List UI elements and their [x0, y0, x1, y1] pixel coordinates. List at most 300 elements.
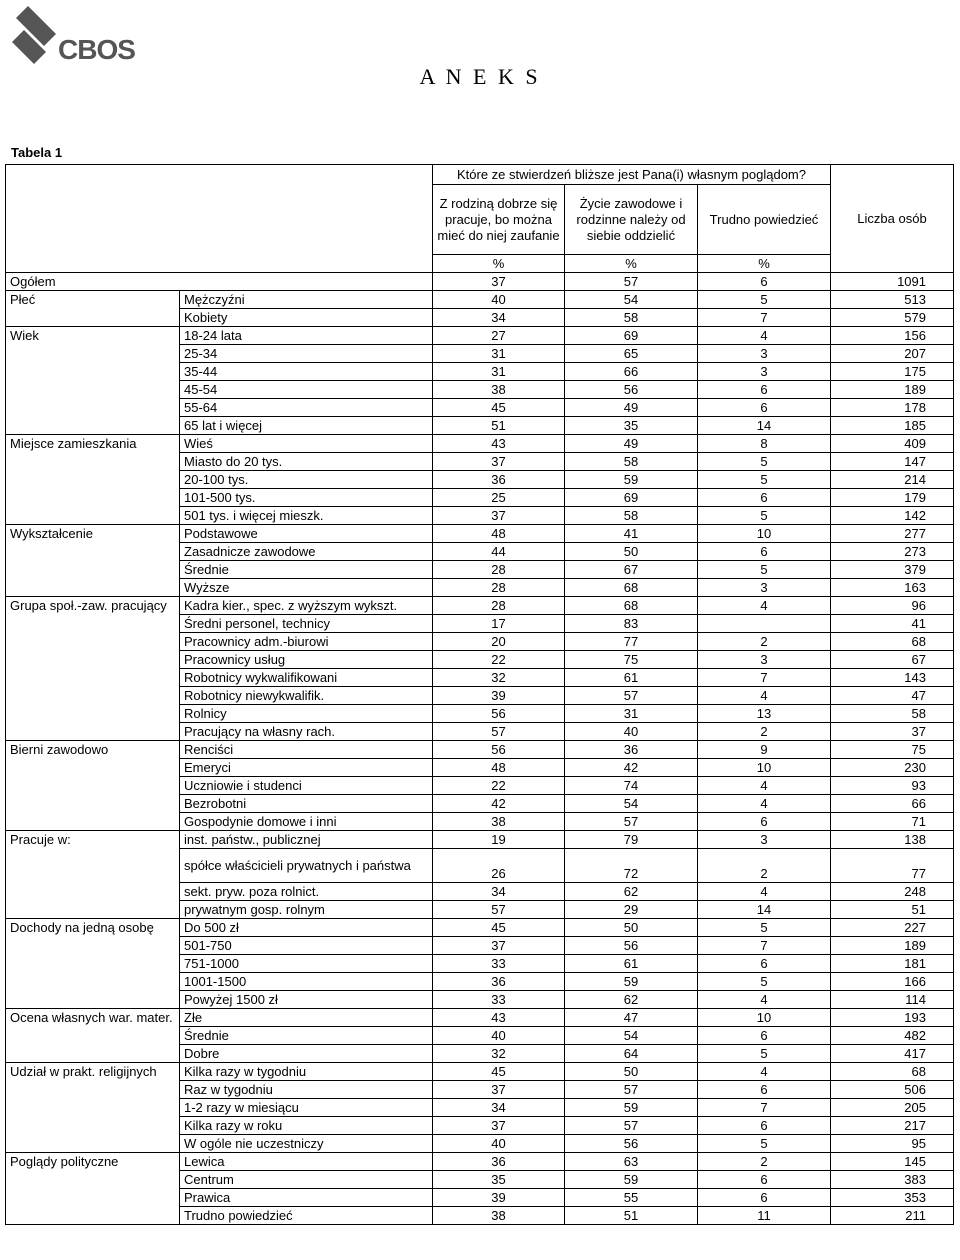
table-row: [6, 1081, 954, 1099]
value-cell: 50: [565, 919, 698, 937]
value-cell: 45: [433, 399, 565, 417]
value-cell: 277: [831, 525, 954, 543]
value-cell: 6: [698, 1027, 831, 1045]
table-row: [6, 273, 954, 291]
group-label-empty: [6, 1135, 180, 1153]
value-cell: 3: [698, 651, 831, 669]
value-cell: 6: [698, 1117, 831, 1135]
value-cell: 7: [698, 1099, 831, 1117]
value-cell: 58: [565, 507, 698, 525]
column-header-trust: Z rodziną dobrze się pracuje, bo można mieć do niej zaufanie: [433, 185, 565, 255]
table-row: [6, 937, 954, 955]
value-cell: 6: [698, 813, 831, 831]
value-cell: 166: [831, 973, 954, 991]
table-row: [6, 291, 954, 309]
table-row: [6, 435, 954, 453]
row-label: Pracujący na własny rach.: [180, 723, 433, 741]
group-label-empty: [6, 615, 180, 633]
group-label-empty: [6, 651, 180, 669]
table-row: [6, 615, 954, 633]
value-cell: 47: [831, 687, 954, 705]
row-label: Trudno powiedzieć: [180, 1207, 433, 1225]
value-cell: 43: [433, 435, 565, 453]
value-cell: 248: [831, 883, 954, 901]
value-cell: 35: [565, 417, 698, 435]
cbos-logo: [10, 4, 140, 66]
group-label: Udział w prakt. religijnych: [6, 1063, 180, 1081]
value-cell: [698, 615, 831, 633]
row-label: prywatnym gosp. rolnym: [180, 901, 433, 919]
table-row: [6, 973, 954, 991]
value-cell: 25: [433, 489, 565, 507]
row-label: Bezrobotni: [180, 795, 433, 813]
value-cell: 57: [565, 273, 698, 291]
value-cell: 56: [565, 381, 698, 399]
value-cell: 7: [698, 669, 831, 687]
group-label-empty: [6, 1117, 180, 1135]
row-label: Emeryci: [180, 759, 433, 777]
row-label: 751-1000: [180, 955, 433, 973]
group-label-empty: [6, 507, 180, 525]
value-cell: 5: [698, 1045, 831, 1063]
value-cell: 19: [433, 831, 565, 849]
column-header-hard-to-say: Trudno powiedzieć: [698, 185, 831, 255]
value-cell: 36: [433, 1153, 565, 1171]
value-cell: 6: [698, 1081, 831, 1099]
row-label: 18-24 lata: [180, 327, 433, 345]
value-cell: 7: [698, 937, 831, 955]
group-label: Miejsce zamieszkania: [6, 435, 180, 453]
value-cell: 74: [565, 777, 698, 795]
value-cell: 37: [433, 453, 565, 471]
value-cell: 64: [565, 1045, 698, 1063]
table-row: [6, 741, 954, 759]
value-cell: 28: [433, 597, 565, 615]
group-label-empty: [6, 849, 180, 883]
value-cell: 38: [433, 381, 565, 399]
value-cell: 68: [565, 597, 698, 615]
table-row: [6, 759, 954, 777]
group-label-empty: [6, 345, 180, 363]
table-row: [6, 1189, 954, 1207]
table-row: [6, 453, 954, 471]
value-cell: 28: [433, 579, 565, 597]
value-cell: 26: [433, 849, 565, 883]
total-label: Ogółem: [6, 273, 433, 291]
value-cell: 29: [565, 901, 698, 919]
value-cell: 17: [433, 615, 565, 633]
row-label: Gospodynie domowe i inni: [180, 813, 433, 831]
value-cell: 57: [433, 723, 565, 741]
value-cell: 32: [433, 1045, 565, 1063]
value-cell: 6: [698, 489, 831, 507]
value-cell: 42: [433, 795, 565, 813]
value-cell: 27: [433, 327, 565, 345]
value-cell: 59: [565, 1099, 698, 1117]
table-row: [6, 399, 954, 417]
value-cell: 5: [698, 453, 831, 471]
group-label-empty: [6, 417, 180, 435]
row-label: Miasto do 20 tys.: [180, 453, 433, 471]
page-title: A N E K S: [419, 64, 541, 89]
table-row: [6, 1117, 954, 1135]
value-cell: 58: [565, 453, 698, 471]
value-cell: 37: [433, 273, 565, 291]
value-cell: 513: [831, 291, 954, 309]
group-label-empty: [6, 1207, 180, 1225]
value-cell: 69: [565, 489, 698, 507]
value-cell: 50: [565, 543, 698, 561]
value-cell: 77: [565, 633, 698, 651]
row-label: 65 lat i więcej: [180, 417, 433, 435]
table-row: [6, 633, 954, 651]
group-label: Ocena własnych war. mater.: [6, 1009, 180, 1027]
value-cell: 138: [831, 831, 954, 849]
value-cell: 175: [831, 363, 954, 381]
value-cell: 56: [433, 705, 565, 723]
value-cell: 4: [698, 687, 831, 705]
value-cell: 31: [433, 363, 565, 381]
group-label-empty: [6, 813, 180, 831]
value-cell: 156: [831, 327, 954, 345]
table-row: [6, 381, 954, 399]
value-cell: 211: [831, 1207, 954, 1225]
value-cell: 61: [565, 669, 698, 687]
question-header: Które ze stwierdzeń bliższe jest Pana(i) własnym poglądom?: [433, 165, 831, 185]
value-cell: 33: [433, 955, 565, 973]
value-cell: 5: [698, 507, 831, 525]
value-cell: 34: [433, 883, 565, 901]
table-row: [6, 991, 954, 1009]
value-cell: 3: [698, 345, 831, 363]
value-cell: 31: [433, 345, 565, 363]
value-cell: 409: [831, 435, 954, 453]
value-cell: 54: [565, 1027, 698, 1045]
row-label: Złe: [180, 1009, 433, 1027]
value-cell: 28: [433, 561, 565, 579]
value-cell: 5: [698, 291, 831, 309]
table-row: [6, 1135, 954, 1153]
value-cell: 6: [698, 1171, 831, 1189]
row-label: Uczniowie i studenci: [180, 777, 433, 795]
value-cell: 68: [831, 1063, 954, 1081]
row-label: Podstawowe: [180, 525, 433, 543]
value-cell: 39: [433, 687, 565, 705]
value-cell: 13: [698, 705, 831, 723]
group-label-empty: [6, 381, 180, 399]
value-cell: 41: [831, 615, 954, 633]
value-cell: 5: [698, 973, 831, 991]
table-row: [6, 687, 954, 705]
table-row: [6, 955, 954, 973]
group-label: Dochody na jedną osobę: [6, 919, 180, 937]
value-cell: 36: [565, 741, 698, 759]
value-cell: 5: [698, 1135, 831, 1153]
group-label-empty: [6, 633, 180, 651]
row-label: Lewica: [180, 1153, 433, 1171]
group-label-empty: [6, 1045, 180, 1063]
row-label: Wieś: [180, 435, 433, 453]
table-row: [6, 507, 954, 525]
row-label: Średnie: [180, 561, 433, 579]
group-label: Pracuje w:: [6, 831, 180, 849]
group-label: Poglądy polityczne: [6, 1153, 180, 1171]
value-cell: 31: [565, 705, 698, 723]
group-label-empty: [6, 955, 180, 973]
group-label-empty: [6, 795, 180, 813]
value-cell: 417: [831, 1045, 954, 1063]
value-cell: 67: [831, 651, 954, 669]
value-cell: 5: [698, 471, 831, 489]
group-label-empty: [6, 937, 180, 955]
value-cell: 143: [831, 669, 954, 687]
row-label: 1-2 razy w miesiącu: [180, 1099, 433, 1117]
value-cell: 38: [433, 813, 565, 831]
value-cell: 45: [433, 919, 565, 937]
value-cell: 54: [565, 291, 698, 309]
group-label-empty: [6, 723, 180, 741]
table-row: [6, 309, 954, 327]
unit-label: %: [433, 255, 565, 273]
value-cell: 66: [831, 795, 954, 813]
value-cell: 185: [831, 417, 954, 435]
value-cell: 77: [831, 849, 954, 883]
value-cell: 506: [831, 1081, 954, 1099]
row-label: Renciści: [180, 741, 433, 759]
table-row: [6, 561, 954, 579]
group-label-empty: [6, 399, 180, 417]
value-cell: 37: [433, 937, 565, 955]
row-label: Raz w tygodniu: [180, 1081, 433, 1099]
group-label-empty: [6, 1027, 180, 1045]
group-label-empty: [6, 991, 180, 1009]
group-label: Bierni zawodowo: [6, 741, 180, 759]
value-cell: 51: [831, 901, 954, 919]
value-cell: 4: [698, 1063, 831, 1081]
value-cell: 56: [565, 1135, 698, 1153]
row-label: sekt. pryw. poza rolnict.: [180, 883, 433, 901]
value-cell: 217: [831, 1117, 954, 1135]
value-cell: 58: [565, 309, 698, 327]
row-label: Zasadnicze zawodowe: [180, 543, 433, 561]
value-cell: 10: [698, 759, 831, 777]
row-label: spółce właścicieli prywatnych i państwa: [180, 849, 433, 883]
row-label: Kadra kier., spec. z wyższym wykszt.: [180, 597, 433, 615]
value-cell: 142: [831, 507, 954, 525]
row-label: Pracownicy usług: [180, 651, 433, 669]
group-label-empty: [6, 777, 180, 795]
row-label: Robotnicy niewykwalifik.: [180, 687, 433, 705]
table-row: [6, 777, 954, 795]
value-cell: 75: [565, 651, 698, 669]
table-row: [6, 597, 954, 615]
value-cell: 2: [698, 849, 831, 883]
value-cell: 54: [565, 795, 698, 813]
row-label: 501-750: [180, 937, 433, 955]
value-cell: 227: [831, 919, 954, 937]
value-cell: 7: [698, 309, 831, 327]
value-cell: 22: [433, 777, 565, 795]
row-label: Kilka razy w roku: [180, 1117, 433, 1135]
group-label-empty: [6, 489, 180, 507]
table-row: [6, 705, 954, 723]
value-cell: 51: [433, 417, 565, 435]
value-cell: 45: [433, 1063, 565, 1081]
row-label: Dobre: [180, 1045, 433, 1063]
row-label: 45-54: [180, 381, 433, 399]
value-cell: 4: [698, 597, 831, 615]
value-cell: 6: [698, 543, 831, 561]
value-cell: 4: [698, 991, 831, 1009]
table-row: [6, 579, 954, 597]
table-row: [6, 669, 954, 687]
value-cell: 40: [433, 1135, 565, 1153]
value-cell: 6: [698, 955, 831, 973]
value-cell: 96: [831, 597, 954, 615]
value-cell: 59: [565, 1171, 698, 1189]
value-cell: 57: [565, 687, 698, 705]
table-row: [6, 327, 954, 345]
group-label: Wiek: [6, 327, 180, 345]
table-row: [6, 883, 954, 901]
value-cell: 230: [831, 759, 954, 777]
value-cell: 49: [565, 399, 698, 417]
table-row: [6, 1009, 954, 1027]
row-label: Do 500 zł: [180, 919, 433, 937]
row-label: Centrum: [180, 1171, 433, 1189]
value-cell: 38: [433, 1207, 565, 1225]
value-cell: 6: [698, 273, 831, 291]
table-row: [6, 813, 954, 831]
row-label: Prawica: [180, 1189, 433, 1207]
row-label: Powyżej 1500 zł: [180, 991, 433, 1009]
row-label: Mężczyźni: [180, 291, 433, 309]
value-cell: 4: [698, 883, 831, 901]
row-label: Kobiety: [180, 309, 433, 327]
value-cell: 57: [565, 1081, 698, 1099]
table-row: [6, 651, 954, 669]
row-label: 20-100 tys.: [180, 471, 433, 489]
group-label-empty: [6, 669, 180, 687]
table-row: [6, 1207, 954, 1225]
corner-cell: [6, 165, 433, 273]
table-row: [6, 849, 954, 883]
value-cell: 71: [831, 813, 954, 831]
table-row: [6, 417, 954, 435]
table-row: [6, 525, 954, 543]
unit-label: %: [698, 255, 831, 273]
value-cell: 39: [433, 1189, 565, 1207]
table-row: [6, 1045, 954, 1063]
value-cell: 65: [565, 345, 698, 363]
value-cell: 58: [831, 705, 954, 723]
row-label: 501 tys. i więcej mieszk.: [180, 507, 433, 525]
group-label: Wykształcenie: [6, 525, 180, 543]
value-cell: 207: [831, 345, 954, 363]
value-cell: 5: [698, 561, 831, 579]
table-row: [6, 345, 954, 363]
value-cell: 3: [698, 579, 831, 597]
value-cell: 2: [698, 633, 831, 651]
value-cell: 3: [698, 363, 831, 381]
value-cell: 14: [698, 901, 831, 919]
group-label-empty: [6, 1189, 180, 1207]
value-cell: 36: [433, 471, 565, 489]
value-cell: 6: [698, 399, 831, 417]
value-cell: 6: [698, 1189, 831, 1207]
row-label: 35-44: [180, 363, 433, 381]
group-label-empty: [6, 309, 180, 327]
group-label-empty: [6, 883, 180, 901]
table-row: [6, 1063, 954, 1081]
row-label: Wyższe: [180, 579, 433, 597]
value-cell: 68: [565, 579, 698, 597]
table-row: [6, 795, 954, 813]
group-label: Grupa społ.-zaw. pracujący: [6, 597, 180, 615]
value-cell: 48: [433, 525, 565, 543]
value-cell: 50: [565, 1063, 698, 1081]
value-cell: 8: [698, 435, 831, 453]
value-cell: 47: [565, 1009, 698, 1027]
row-label: W ogóle nie uczestniczy: [180, 1135, 433, 1153]
value-cell: 61: [565, 955, 698, 973]
group-label-empty: [6, 543, 180, 561]
row-label: inst. państw., publicznej: [180, 831, 433, 849]
value-cell: 379: [831, 561, 954, 579]
group-label-empty: [6, 561, 180, 579]
row-label: Rolnicy: [180, 705, 433, 723]
value-cell: 4: [698, 777, 831, 795]
value-cell: 41: [565, 525, 698, 543]
value-cell: 66: [565, 363, 698, 381]
count-header: Liczba osób: [831, 165, 954, 273]
table-row: [6, 1027, 954, 1045]
row-label: Średnie: [180, 1027, 433, 1045]
row-label: Pracownicy adm.-biurowi: [180, 633, 433, 651]
value-cell: 1091: [831, 273, 954, 291]
value-cell: 37: [831, 723, 954, 741]
table-row: [6, 1153, 954, 1171]
group-label-empty: [6, 1099, 180, 1117]
row-label: Kilka razy w tygodniu: [180, 1063, 433, 1081]
value-cell: 4: [698, 327, 831, 345]
value-cell: 40: [565, 723, 698, 741]
value-cell: 37: [433, 1081, 565, 1099]
value-cell: 179: [831, 489, 954, 507]
group-label-empty: [6, 1081, 180, 1099]
value-cell: 205: [831, 1099, 954, 1117]
value-cell: 22: [433, 651, 565, 669]
value-cell: 40: [433, 1027, 565, 1045]
value-cell: 273: [831, 543, 954, 561]
value-cell: 10: [698, 525, 831, 543]
table-row: [6, 901, 954, 919]
row-label: 25-34: [180, 345, 433, 363]
value-cell: 51: [565, 1207, 698, 1225]
value-cell: 62: [565, 883, 698, 901]
value-cell: 5: [698, 919, 831, 937]
value-cell: 353: [831, 1189, 954, 1207]
group-label-empty: [6, 1171, 180, 1189]
value-cell: 37: [433, 507, 565, 525]
value-cell: 56: [433, 741, 565, 759]
value-cell: 189: [831, 937, 954, 955]
value-cell: 49: [565, 435, 698, 453]
value-cell: 14: [698, 417, 831, 435]
value-cell: 42: [565, 759, 698, 777]
value-cell: 11: [698, 1207, 831, 1225]
value-cell: 33: [433, 991, 565, 1009]
